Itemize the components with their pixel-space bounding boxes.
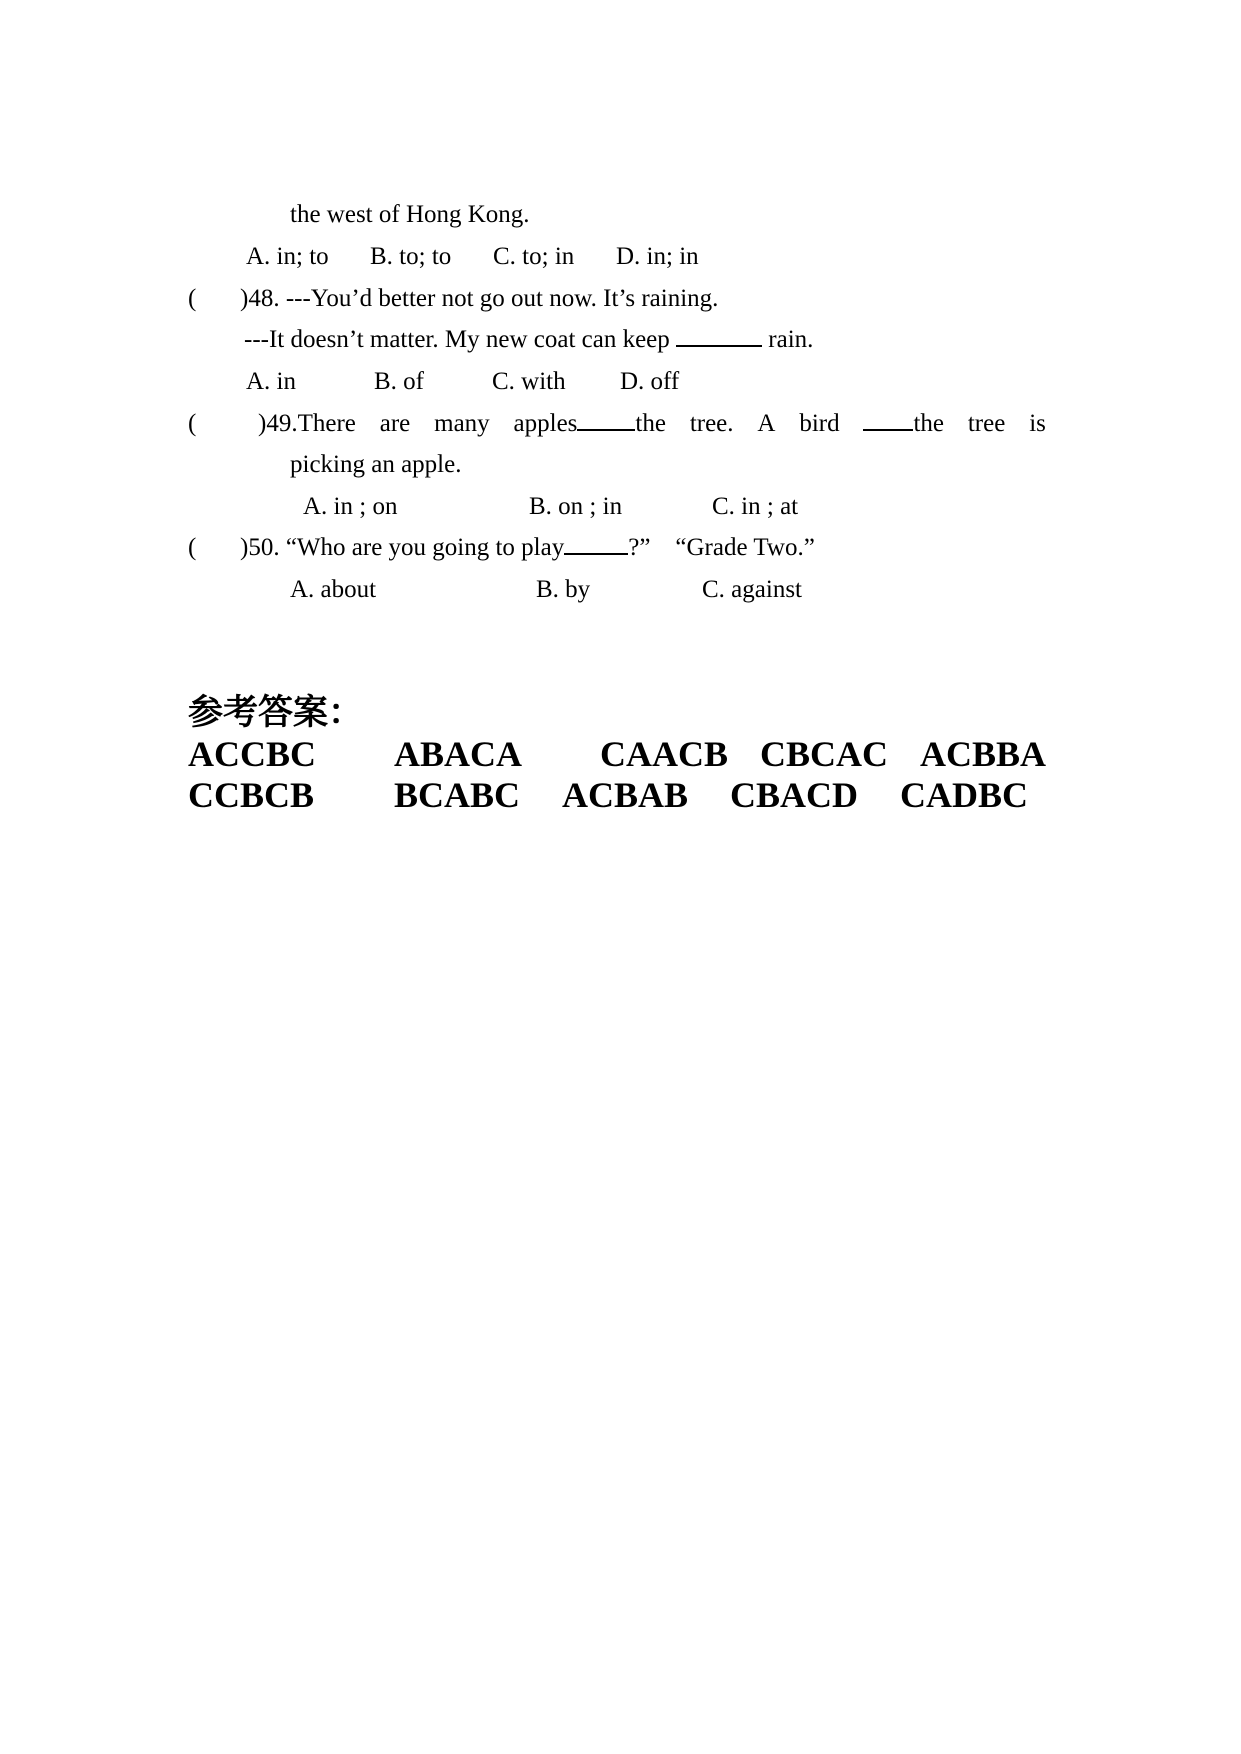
answer-group: ACCBC [188,734,317,774]
q49-option-b: B. on ; in [529,493,623,520]
q47-option-b: B. to; to [370,243,452,270]
answer-group: CBACD [730,775,859,815]
q48-option-a: A. in [246,368,296,395]
q48-answer-paren: ( [188,285,197,312]
q47-option-a: A. in; to [246,243,329,270]
q50-blank [564,533,628,555]
q50-option-a: A. about [290,576,377,603]
answer-group: ACBBA [920,734,1047,774]
q50-stem-part2: ?” “Grade Two.” [628,534,815,561]
q48-reply-before: ---It doesn’t matter. My new coat can keep [244,326,677,353]
q49-blank-1 [577,409,635,431]
q48-reply [244,325,813,355]
answer-group: CAACB [600,734,729,774]
answer-key-title: 参考答案： [188,693,364,733]
q47-continuation: the west of Hong Kong. [290,201,530,228]
q48-reply-after: rain. [762,326,814,353]
q49-option-a: A. in ; on [303,493,398,520]
q50-stem [240,533,815,563]
q49-answer-paren: ( [188,410,197,437]
q49-option-c: C. in ; at [712,493,799,520]
answer-group: CCBCB [188,775,315,815]
q50-option-b: B. by [536,576,591,603]
q48-option-c: C. with [492,368,566,395]
q50-stem-part1: )50. “Who are you going to play [240,534,565,561]
q47-option-c: C. to; in [493,243,575,270]
q50-answer-paren: ( [188,534,197,561]
q48-option-d: D. off [620,368,680,395]
q48-blank [676,325,762,347]
q50-option-c: C. against [702,576,802,603]
answer-group: CADBC [900,775,1029,815]
q48-option-b: B. of [374,368,424,395]
q48-stem: )48. ---You’d better not go out now. It’s raining. [240,285,719,312]
answer-group: ABACA [394,734,523,774]
q49-blank-2 [863,409,913,431]
q47-option-d: D. in; in [616,243,699,270]
answer-group: CBCAC [760,734,889,774]
q49-stem: )49.There are many apples the tree. A bird the tree is [258,410,1046,437]
q49-stem-line2: picking an apple. [290,451,462,478]
answer-group: ACBAB [562,775,689,815]
q49-stem-word: )49.There [258,410,356,437]
answer-group: BCABC [394,775,521,815]
